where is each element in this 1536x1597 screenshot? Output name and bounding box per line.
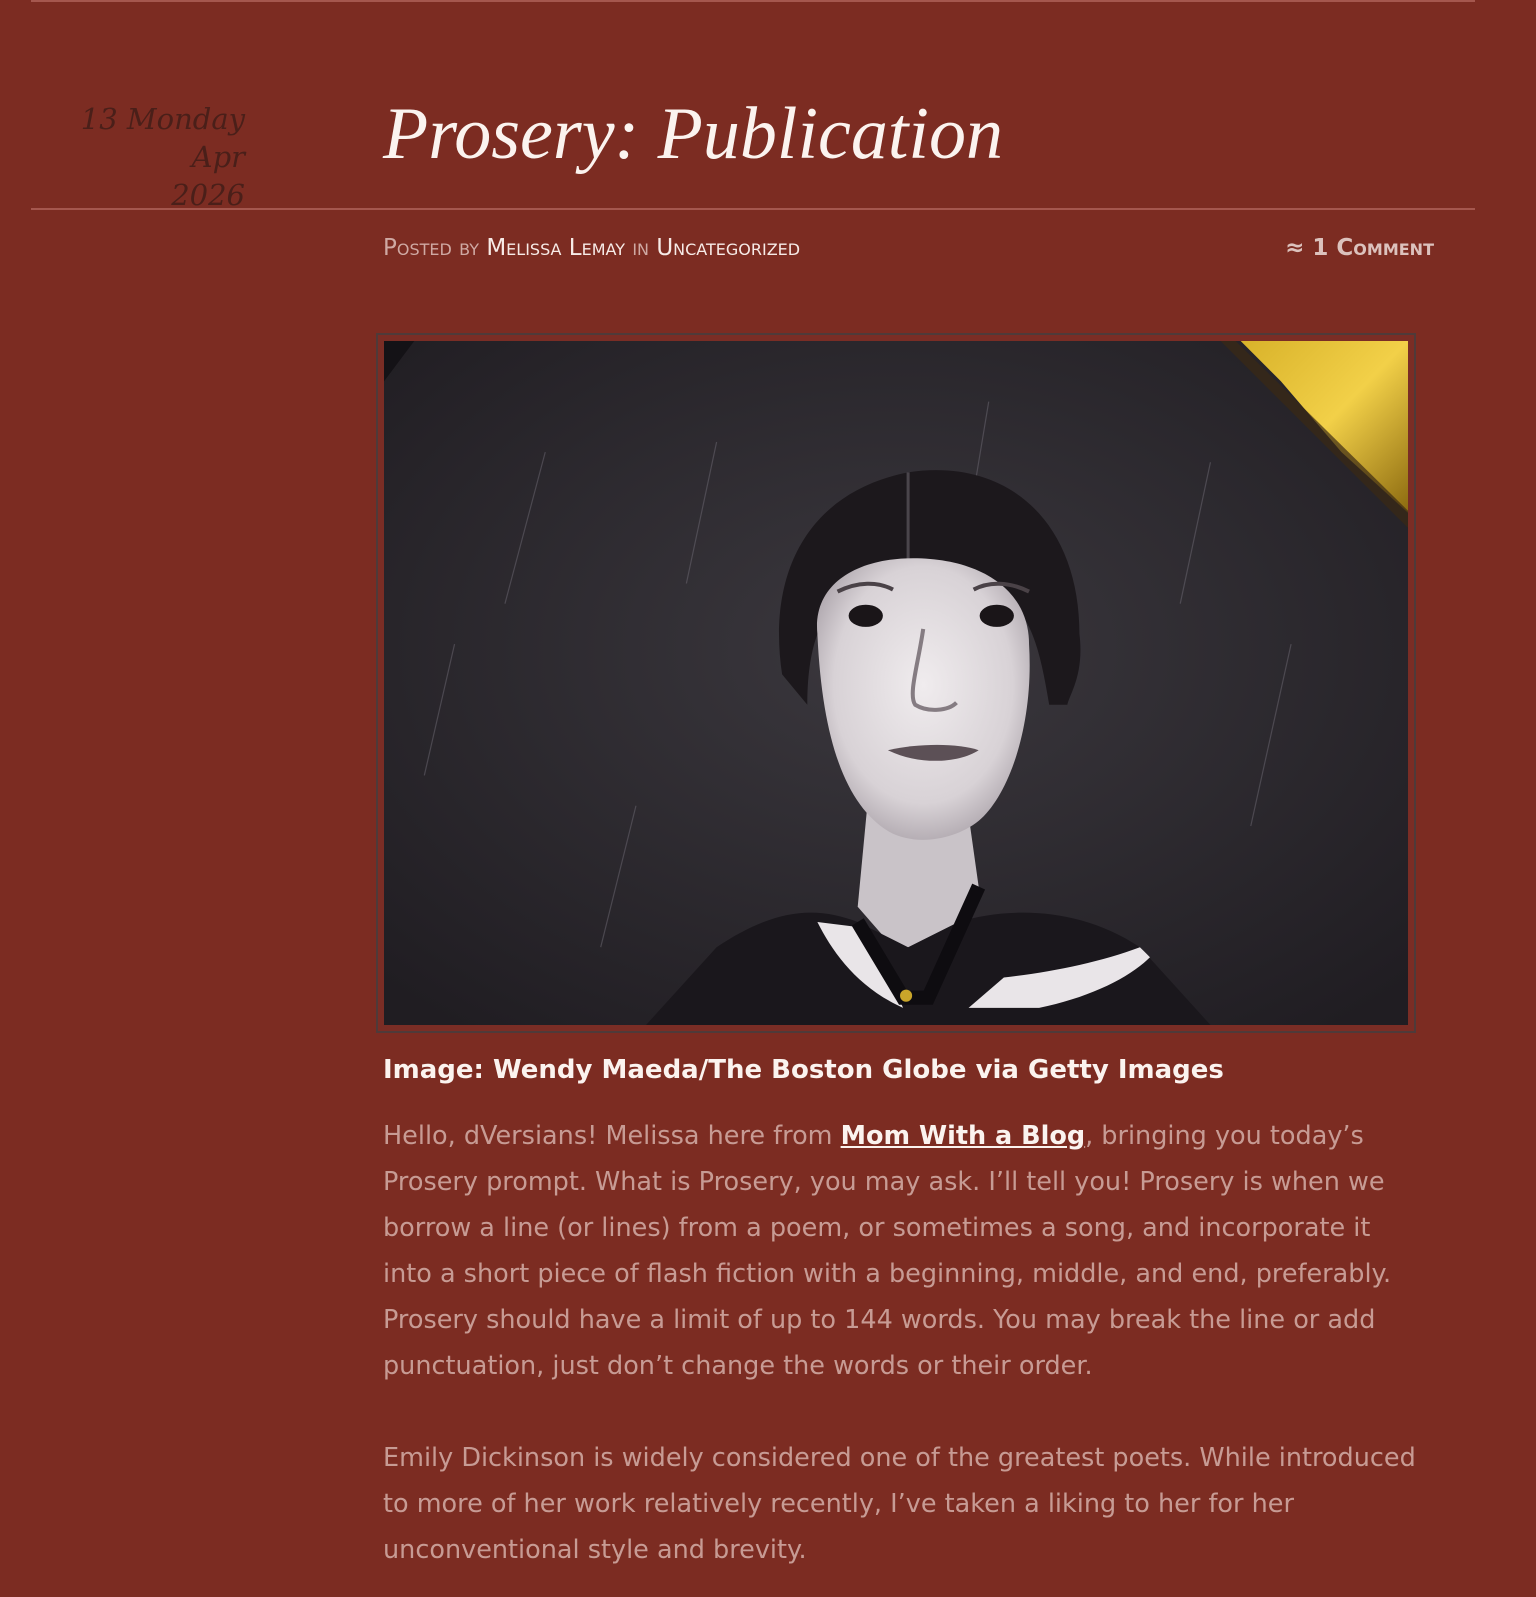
image-caption: Image: Wendy Maeda/The Boston Globe via Getty Images [383,1055,1224,1085]
in-label: in [632,235,649,261]
intro-text-end: , bringing you today’s Prosery prompt. What is Prosery, you may ask. I’ll tell you! Prosery is when we borrow a line (or lines) from a poem, or sometimes a song, and incorporate it into a short piece of flash fiction with a beginning, middle, and end, preferably. Prosery should have a limit of up to 144 words. You may break the line or add punctuation, just don’t change the words or their order. [383,1121,1392,1381]
top-divider [31,0,1475,2]
comments-link[interactable]: ≈ 1 Comment [1285,235,1434,261]
date-year: 2026 [171,178,245,212]
mom-with-a-blog-link[interactable]: Mom With a Blog [840,1121,1086,1151]
header-divider [31,208,1475,210]
author-link[interactable]: Melissa Lemay [486,235,625,261]
date-month: Apr [191,140,245,174]
post-title[interactable]: Prosery: Publication [383,93,1003,175]
portrait-photo [384,341,1408,1025]
dickinson-paragraph: Emily Dickinson is widely considered one of the greatest poets. While introduced to more of her work relatively recently, I’ve taken a liking to her for her unconventional style and brevity. [383,1443,1416,1565]
intro-text-start: Hello, dVersians! Melissa here from [383,1121,841,1151]
intro-paragraph [383,1113,1425,1389]
category-link[interactable]: Uncategorized [656,235,801,261]
date-day: 13 [80,102,118,136]
featured-image [376,333,1416,1033]
posted-by-label: Posted by [383,235,480,261]
post-meta [383,233,800,263]
date-weekday: Monday [126,102,245,136]
post-date [30,100,245,214]
